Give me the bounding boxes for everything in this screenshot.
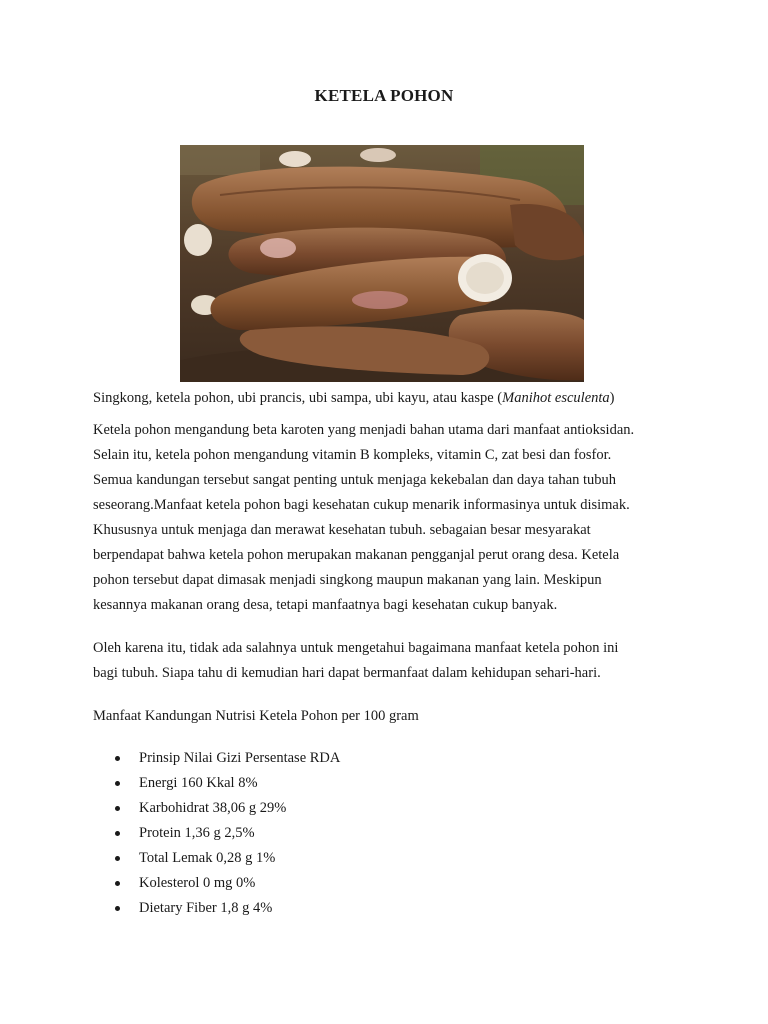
list-item	[93, 846, 593, 871]
paragraph-conclusion	[93, 636, 693, 686]
paragraph-line: Selain itu, ketela pohon mengandung vitamin B kompleks, vitamin C, zat besi dan fosfor.	[93, 447, 612, 463]
list-item-text: Kolesterol 0 mg 0%	[139, 875, 256, 891]
nutrition-list	[93, 746, 593, 921]
list-item-text: Karbohidrat 38,06 g 29%	[139, 800, 287, 816]
bullet-icon	[115, 831, 120, 836]
list-item-text: Total Lemak 0,28 g 1%	[139, 850, 276, 866]
paragraph-line: Ketela pohon mengandung beta karoten yang menjadi bahan utama dari manfaat antioksidan.	[93, 422, 635, 438]
list-item-text: Protein 1,36 g 2,5%	[139, 825, 255, 841]
bullet-icon	[115, 881, 120, 886]
cassava-photo	[180, 145, 584, 382]
list-item-text: Energi 160 Kkal 8%	[139, 775, 258, 791]
list-item-text: Prinsip Nilai Gizi Persentase RDA	[139, 750, 341, 766]
paragraph-line: Khususnya untuk menjaga dan merawat kesehatan tubuh. sebagaian besar mesyarakat	[93, 522, 591, 538]
scientific-name: Manihot esculenta	[502, 390, 610, 406]
bullet-icon	[115, 781, 120, 786]
bullet-icon	[115, 906, 120, 911]
paragraph-line: seseorang.Manfaat ketela pohon bagi kesehatan cukup menarik informasinya untuk disimak.	[93, 497, 630, 513]
paragraph-benefits	[93, 418, 693, 618]
paragraph-line: kesannya makanan orang desa, tetapi manfaatnya bagi kesehatan cukup banyak.	[93, 597, 558, 613]
nutrition-heading: Manfaat Kandungan Nutrisi Ketela Pohon per 100 gram	[93, 708, 419, 724]
list-item	[93, 871, 593, 896]
caption-text: Singkong, ketela pohon, ubi prancis, ubi sampa, ubi kayu, atau kaspe (	[93, 390, 503, 406]
paragraph-line: bagi tubuh. Siapa tahu di kemudian hari dapat bermanfaat dalam kehidupan sehari-hari.	[93, 665, 601, 681]
bullet-icon	[115, 856, 120, 861]
bullet-icon	[115, 756, 120, 761]
photo-caption	[93, 388, 693, 408]
list-item	[93, 796, 593, 821]
bullet-icon	[115, 806, 120, 811]
paragraph-line: Oleh karena itu, tidak ada salahnya untuk mengetahui bagaimana manfaat ketela pohon ini	[93, 640, 619, 656]
list-item	[93, 746, 593, 771]
list-item	[93, 896, 593, 921]
paragraph-line: pohon tersebut dapat dimasak menjadi singkong maupun makanan yang lain. Meskipun	[93, 572, 602, 588]
paragraph-line: Semua kandungan tersebut sangat penting untuk menjaga kekebalan dan daya tahan tubuh	[93, 472, 617, 488]
caption-close: )	[609, 390, 615, 406]
list-item	[93, 821, 593, 846]
list-item-text: Dietary Fiber 1,8 g 4%	[139, 900, 273, 916]
paragraph-line: berpendapat bahwa ketela pohon merupakan makanan pengganjal perut orang desa. Ketela	[93, 547, 620, 563]
document-title: KETELA POHON	[314, 86, 454, 105]
list-item	[93, 771, 593, 796]
